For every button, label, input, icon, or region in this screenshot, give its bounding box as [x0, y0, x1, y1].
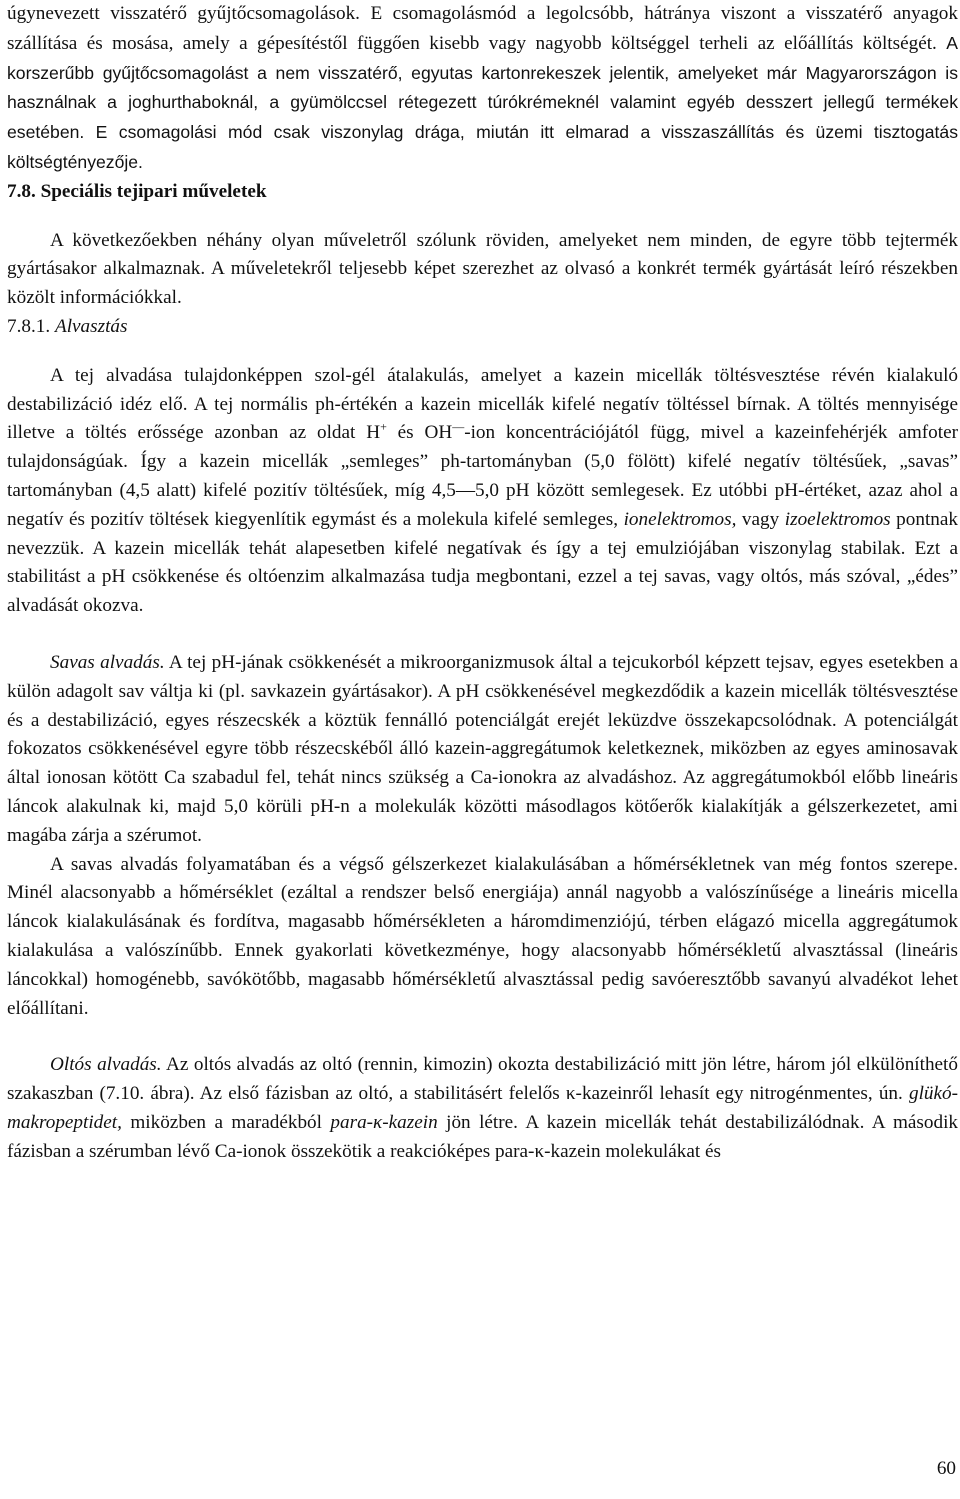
- text-run-sans: E csomagolási mód csak viszonylag drága, miután itt elmarad a visszaszállítás és üzemi tisztogatás költségtényezője.: [7, 122, 959, 172]
- subsection-heading: [7, 313, 958, 342]
- document-page: [7, 0, 958, 1166]
- paragraph-curdling-intro: [7, 362, 958, 621]
- superscript-minus: —: [452, 419, 465, 434]
- subsection-number: 7.8.1.: [7, 315, 51, 337]
- paragraph-acid-temperature: A savas alvadás folyamatában és a végső gélszerkezet kialakulásában a hőmérsékletnek van még fontos szerepe. Minél alacsonyabb a hőmérséklet (ezáltal a rendszer belső energiája) annál nagyobb a valószínűsége a lineáris micella láncok kialakulásának és fordítva, magasabb hőmérsékleten a háromdimenziójú, térben elágazó micella aggregátumok kialakulása a valószínűbb. Ennek gyakorlati következménye, hogy alacsonyabb hőmérsékletű alvasztással (lineáris láncokkal) homogénebb, savókötőbb, magasabb hőmérsékletű alvasztással pedig savóeresztőbb savanyú alvadékot lehet előállítani.: [7, 853, 958, 1019]
- text-run: vagy: [736, 508, 785, 530]
- superscript-plus: +: [380, 419, 387, 434]
- paragraph-packaging: [7, 0, 958, 178]
- text-run: jön létre. A kazein micellák tehát destabilizálódnak. A második fázisban a szérumban lévő Ca-ionok összekötik a reakcióképes para-κ-kazein molekulákat és: [7, 1111, 958, 1162]
- text-run: úgynevezett visszatérő gyűjtőcsomagolások. E csomagolásmód a legolcsóbb, hátránya viszont a visszatérő anyagok szállítása és mosása, amely a gépesítéstől függően kisebb vagy nagyobb költséggel terheli az előállítás költségét.: [7, 3, 958, 54]
- text-run: és OH: [386, 422, 453, 444]
- text-run-sans: A korszerűbb gyűjtőcsomagolást a nem visszatérő, egyutas kartonrekeszek jelentik, amelyeket már Magyarországon is használnak a joghurthaboknál, a gyümölccsel rétegezett túrókrémeknél valamint egyéb desszert jellegű termékek esetében.: [7, 32, 958, 143]
- label-rennet-curdling: Oltós alvadás.: [50, 1054, 162, 1076]
- text-run: -ion koncentrációjától függ, mivel a kazeinfehérjék amfoter tulajdonságúak. Így a kazein micellák „semleges” ph-tartományban (5,0 fölött) kifelé negatív töltésűek, „savas” tartományban (4,5 alatt) kifelé pozitív töltésűek, míg 4,5—5,0 pH között semlegesek. Ez utóbbi pH-értéket, azaz ahol a negatív és pozitív töltések kiegyenlítik egymást és a molekula kifelé semleges,: [7, 422, 959, 530]
- term-izoelektromos: izoelektromos: [784, 508, 891, 530]
- section-number: 7.8.: [7, 180, 36, 202]
- text-run: A tej pH-jának csökkenését a mikroorganizmusok által a tejcukorból képzett tejsav, egyes esetekben a külön adagolt sav váltja ki (pl. savkazein gyártásakor). A pH csökkenésével megkezdődik a kazein micellák töltésvesztése és a destabilizáció, egyes részecskék a köztük fennálló potenciálgát erejét leküzdve összekapcsolódnak. A potenciálgát fokozatos csökkenésével egyre több részecskéből álló kazein-aggregátumok keletkeznek, miközben az egyes aminosavak által ionosan kötött Ca szabadul fel, tehát nincs szükség a Ca-ionokra az alvadáshoz. Az aggregátumokból előbb lineáris láncok alakulnak ki, majd 5,0 körüli pH-n a molekulák közötti másodlagos kötőerők kialakítják a gélszerkezetet, ami magába zárja a szérumot.: [7, 651, 958, 846]
- text-run: miközben a maradékból: [121, 1111, 331, 1133]
- paragraph-rennet-curdling: [7, 1051, 958, 1166]
- label-acid-curdling: Savas alvadás.: [50, 651, 165, 673]
- text-run: Az oltós alvadás az oltó (rennin, kimozin) okozta destabilizáció mitt jön létre, három jól elkülöníthető szakaszban (7.10. ábra). Az első fázisban az oltó, a stabilitásért felelős κ-kazeinről lehasít egy nitrogénmentes, ún.: [7, 1054, 958, 1105]
- section-heading: [7, 178, 958, 207]
- text-run: pontnak nevezzük. A kazein micellák tehát alapesetben kifelé negatívak és így a tej emulziójában viszonylag stabilak. Ezt a stabilitást a pH csökkenése és oltóenzim alkalmazása tudja megbontani, ezzel a tej savas, vagy oltós, más szóval, „édes” alvadását okozva.: [7, 508, 958, 617]
- section-intro: A következőekben néhány olyan műveletről szólunk röviden, amelyeket nem minden, de egyre több tejtermék gyártásakor alkalmaznak. A műveletekről teljesebb képet szerezhet az olvasó a konkrét termék gyártását leíró részekben közölt információkkal.: [7, 229, 958, 309]
- term-ionelektromos: ionelektromos,: [623, 508, 737, 530]
- section-title: Speciális tejipari műveletek: [40, 180, 267, 202]
- page-number: 60: [936, 1458, 956, 1479]
- paragraph-acid-curdling: [7, 649, 958, 851]
- subsection-title: Alvasztás: [54, 315, 128, 337]
- term-gluko-makropeptid: glükó-makropeptidet,: [7, 1083, 958, 1133]
- term-para-kappa-kazein: para-κ-kazein: [330, 1111, 438, 1133]
- text-run: A tej alvadása tulajdonképpen szol-gél átalakulás, amelyet a kazein micellák töltésvesztése révén kialakuló destabilizáció idéz elő. A tej normális ph-értékén a kazein micellák kifelé negatív töltéssel bírnak. A töltés mennyisége illetve a töltés erőssége azonban az oldat H: [7, 364, 958, 444]
